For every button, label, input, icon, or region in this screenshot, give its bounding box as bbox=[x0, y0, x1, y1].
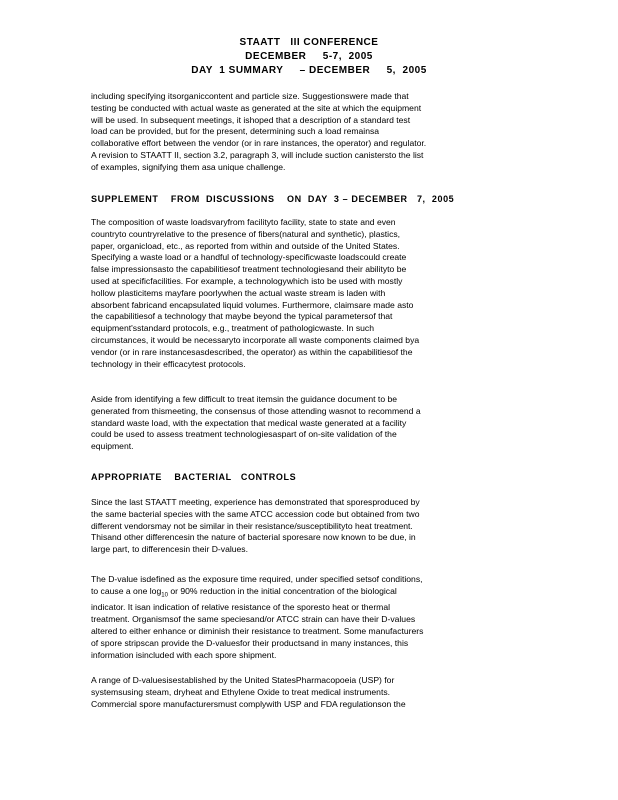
text-line: A range of D-valuesisestablished by the United StatesPharmacopoeia (USP) for bbox=[91, 675, 395, 685]
paragraph-consensus bbox=[91, 394, 519, 453]
conference-title: STAATT III CONFERENCE bbox=[239, 37, 379, 48]
text-line: paper, organicload, etc., as reported from within and outside of the United States. bbox=[91, 240, 400, 251]
text-line: large part, to differencesin their D-values. bbox=[91, 544, 248, 555]
text-line: standard waste load, with the expectation that medical waste generated at a facility bbox=[91, 417, 407, 428]
section-heading-supplement: SUPPLEMENT FROM DISCUSSIONS ON DAY 3 – DECEMBER 7, 2005 bbox=[91, 194, 455, 204]
text-line: countryto countryrelative to the presence of fibers(natural and synthetic), plastics, bbox=[91, 228, 401, 239]
text-fragment: to cause a one log bbox=[91, 585, 162, 596]
text-line: systemsusing steam, dryheat and Ethylene Oxide to treat medical instruments. bbox=[91, 686, 391, 697]
text-line: will be used. In subsequent meetings, it ishoped that a description of a standard test bbox=[91, 114, 411, 125]
text-line: A revision to STAATT II, section 3.2, paragraph 3, will include suction canistersto the list bbox=[91, 149, 424, 160]
subscript: 10 bbox=[161, 592, 168, 599]
text-line: collaborative effort between the vendor (or in rare instances, the operator) and regulator. bbox=[91, 138, 427, 149]
paragraph-waste-load bbox=[91, 91, 519, 174]
text-line: of spore stripscan provide the D-valuesfor their productsand in many instances, this bbox=[91, 637, 409, 648]
paragraph-composition bbox=[91, 217, 519, 370]
text-line: indicator. It isan indication of relative resistance of the sporesto heat or thermal bbox=[91, 602, 391, 613]
text-line: equipment. bbox=[91, 441, 134, 452]
text-line: Specifying a waste load or a handful of technology-specificwaste loadscould create bbox=[91, 252, 407, 263]
text-line: could be used to assess treatment technologiesaspart of on-site validation of the bbox=[91, 429, 397, 440]
text-line: used at specificfacilities. For example, a technologywhich isto be used with mostly bbox=[91, 275, 403, 286]
text-line: equipment'sstandard protocols, e.g., treatment of pathologicwaste. In such bbox=[91, 323, 375, 334]
paragraph-spores bbox=[91, 497, 519, 556]
text-line: the capabilitiesof a technology that maybe beyond the typical parametersof that bbox=[91, 311, 393, 322]
section-heading-bacterial-controls: APPROPRIATE BACTERIAL CONTROLS bbox=[91, 472, 297, 482]
text-line-with-subscript bbox=[91, 586, 519, 603]
text-line: The composition of waste loadsvaryfrom facilityto facility, state to state and even bbox=[91, 217, 396, 227]
day-summary-title: DAY 1 SUMMARY – DECEMBER 5, 2005 bbox=[191, 65, 427, 76]
text-line: Thisand other differencesin the nature of bacterial sporesare now known to be due, in bbox=[91, 532, 416, 543]
text-line: different vendorsmay not be similar in their resistance/susceptibilityto heat treatment. bbox=[91, 520, 413, 531]
text-line: testing be conducted with actual waste as generated at the site at which the equipment bbox=[91, 102, 422, 113]
text-line: Commercial spore manufacturersmust complywith USP and FDA regulationson the bbox=[91, 698, 406, 709]
text-line: hollow plasticitems mayfare poorlywhen the actual waste stream is laden with bbox=[91, 287, 386, 298]
text-line: information isincluded with each spore shipment. bbox=[91, 649, 277, 660]
text-line: load can be provided, but for the present, determining such a load remainsa bbox=[91, 126, 380, 137]
text-line: altered to either enhance or diminish their resistance to treatment. Some manufacturers bbox=[91, 625, 424, 636]
text-line: The D-value isdefined as the exposure time required, under specified setsof conditions, bbox=[91, 574, 423, 584]
text-line: generated from thismeeting, the consensus of those attending wasnot to recommend a bbox=[91, 405, 421, 416]
text-line: circumstances, it would be necessaryto incorporate all waste components claimed bya bbox=[91, 334, 420, 345]
text-line: absorbent fabricand encapsulated liquid volumes. Furthermore, claimsare made asto bbox=[91, 299, 414, 310]
text-line: false impressionsasto the capabilitiesof treatment technologiesand their abilityto be bbox=[91, 264, 407, 275]
text-fragment: or 90% reduction in the initial concentration of the biological bbox=[167, 585, 397, 596]
text-line: vendor (or in rare instancesasdescribed, the operator) as within the capabilitiesof the bbox=[91, 346, 413, 357]
text-line: of examples, signifying them asa unique challenge. bbox=[91, 161, 286, 172]
text-line: treatment. Organismsof the same speciesand/or ATCC strain can have their D-values bbox=[91, 614, 416, 625]
conference-dates: DECEMBER 5-7, 2005 bbox=[245, 51, 373, 62]
text-line: the same bacterial species with the same ATCC accession code but obtained from two bbox=[91, 508, 420, 519]
paragraph-d-value bbox=[91, 574, 519, 661]
text-line: including specifying itsorganiccontent and particle size. Suggestionswere made that bbox=[91, 91, 409, 101]
text-line: Since the last STAATT meeting, experience has demonstrated that sporesproduced by bbox=[91, 497, 420, 507]
paragraph-usp-range bbox=[91, 675, 519, 710]
text-line: Aside from identifying a few difficult to treat itemsin the guidance document to be bbox=[91, 394, 398, 404]
text-line: technology in their efficacytest protocols. bbox=[91, 358, 246, 369]
